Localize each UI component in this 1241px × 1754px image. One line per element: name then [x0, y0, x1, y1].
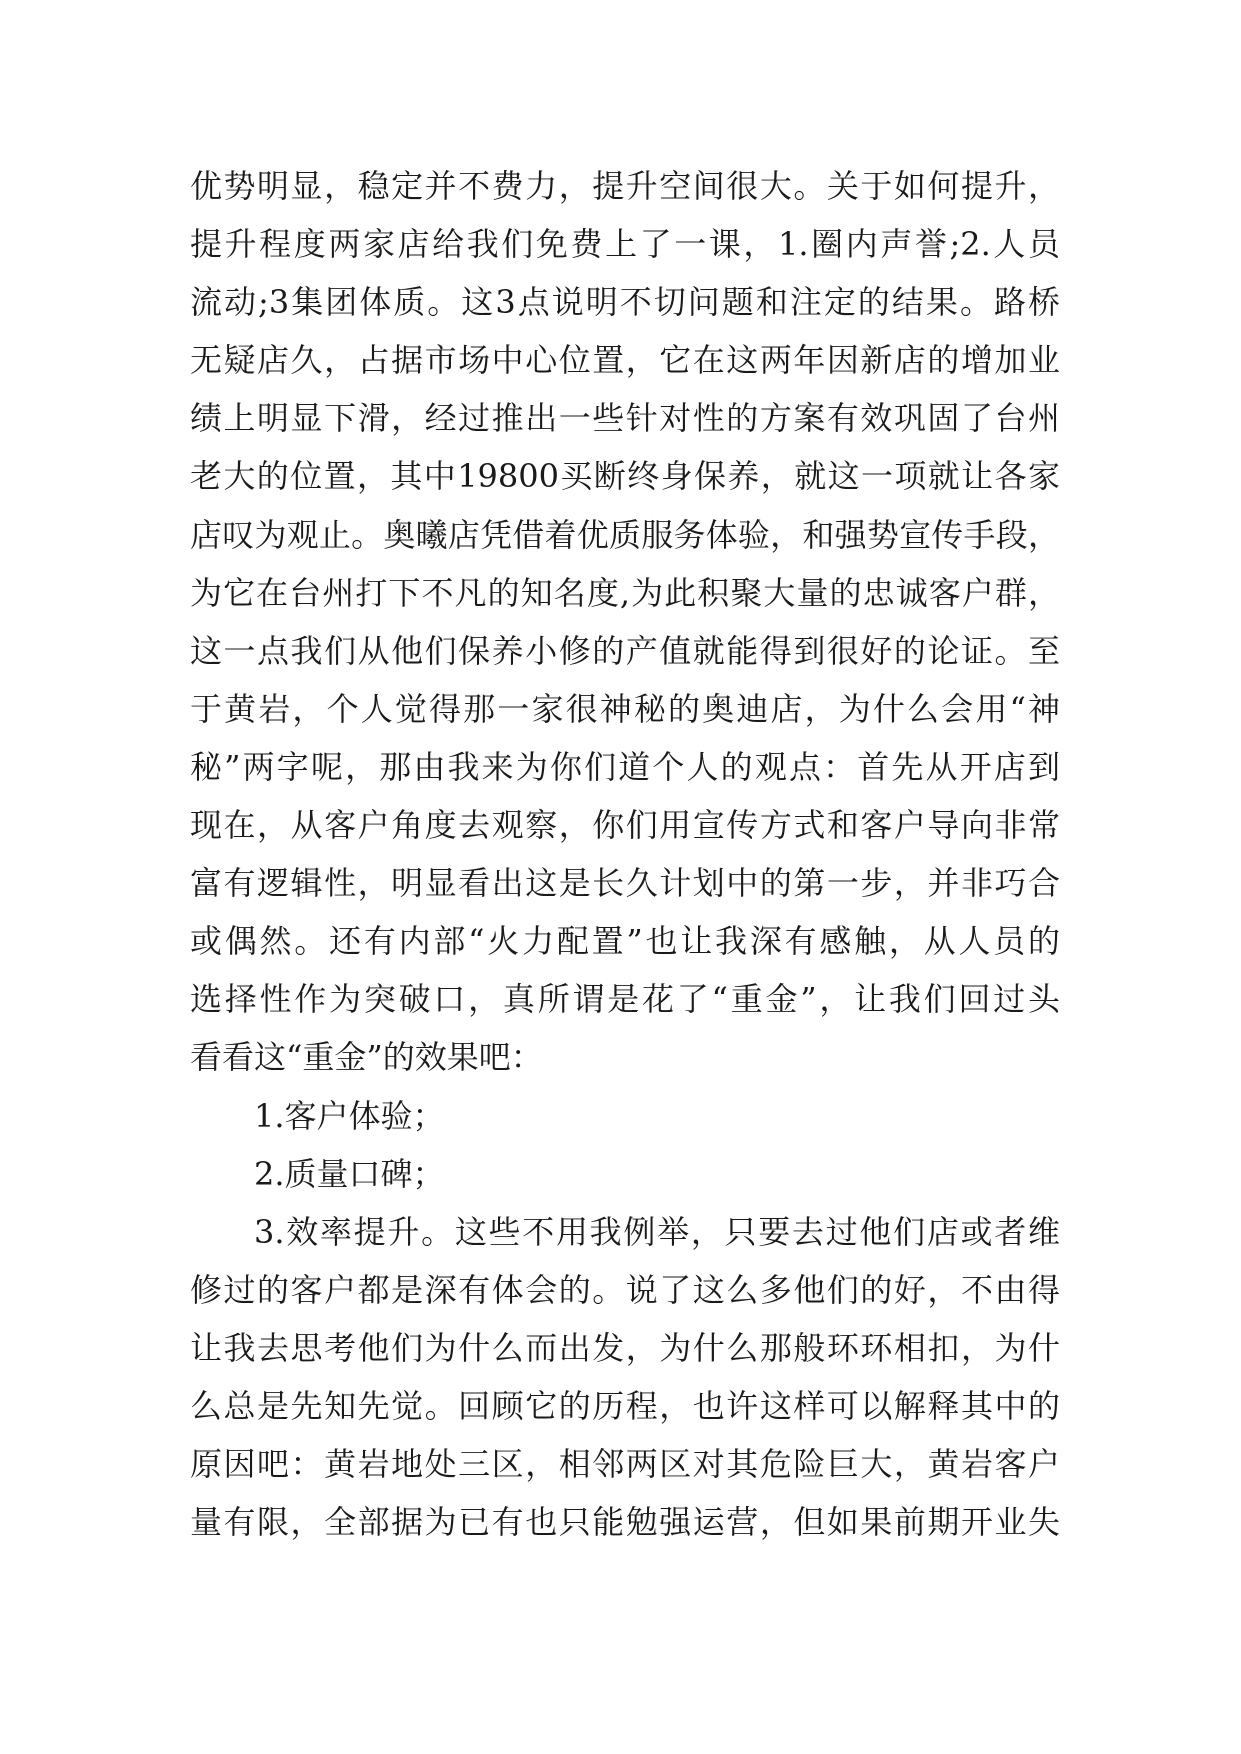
- text-line: 量有限，全部据为已有也只能勉强运营，但如果前期开业失: [190, 1503, 1060, 1542]
- text-line: 原因吧：黄岩地处三区，相邻两区对其危险巨大，黄岩客户: [190, 1445, 1060, 1484]
- text-line: 么总是先知先觉。回顾它的历程，也许这样可以解释其中的: [190, 1386, 1060, 1425]
- text-line: 店叹为观止。奥曦店凭借着优质服务体验，和强势宣传手段，: [190, 515, 1060, 554]
- text-line: 现在，从客户角度去观察，你们用宣传方式和客户导向非常: [190, 806, 1060, 845]
- text-line: 选择性作为突破口，真所谓是花了“重金”，让我们回过头: [190, 980, 1060, 1019]
- body-text: [190, 157, 1060, 1551]
- text-line: 提升程度两家店给我们免费上了一课，1.圈内声誉;2.人员: [190, 225, 1060, 264]
- text-line: 或偶然。还有内部“火力配置”也让我深有感触，从人员的: [190, 922, 1060, 961]
- list-item: 2.质量口碑；: [254, 1154, 445, 1193]
- text-line: 无疑店久，占据市场中心位置，它在这两年因新店的增加业: [190, 341, 1060, 380]
- text-line: 绩上明显下滑，经过推出一些针对性的方案有效巩固了台州: [190, 399, 1060, 438]
- text-line: 让我去思考他们为什么而出发，为什么那般环环相扣，为什: [190, 1328, 1060, 1367]
- text-line: 于黄岩，个人觉得那一家很神秘的奥迪店，为什么会用“神: [190, 689, 1060, 728]
- text-line: 看看这“重金”的效果吧：: [190, 1038, 543, 1077]
- list-item: 1.客户体验；: [254, 1096, 445, 1135]
- text-line: 修过的客户都是深有体会的。说了这么多他们的好，不由得: [190, 1270, 1060, 1309]
- text-line: 老大的位置，其中19800买断终身保养，就这一项就让各家: [190, 457, 1060, 496]
- text-line: 流动;3集团体质。这3点说明不切问题和注定的结果。路桥: [190, 283, 1060, 322]
- text-line: 优势明显，稳定并不费力，提升空间很大。关于如何提升，: [190, 167, 1060, 205]
- text-line: 富有逻辑性，明显看出这是长久计划中的第一步，并非巧合: [190, 864, 1060, 903]
- list-item: 3.效率提升。这些不用我例举，只要去过他们店或者维: [254, 1212, 1060, 1251]
- text-line: 这一点我们从他们保养小修的产值就能得到很好的论证。至: [190, 631, 1060, 670]
- text-line: 秘”两字呢，那由我来为你们道个人的观点：首先从开店到: [190, 747, 1060, 786]
- text-line: 为它在台州打下不凡的知名度,为此积聚大量的忠诚客户群，: [190, 573, 1060, 612]
